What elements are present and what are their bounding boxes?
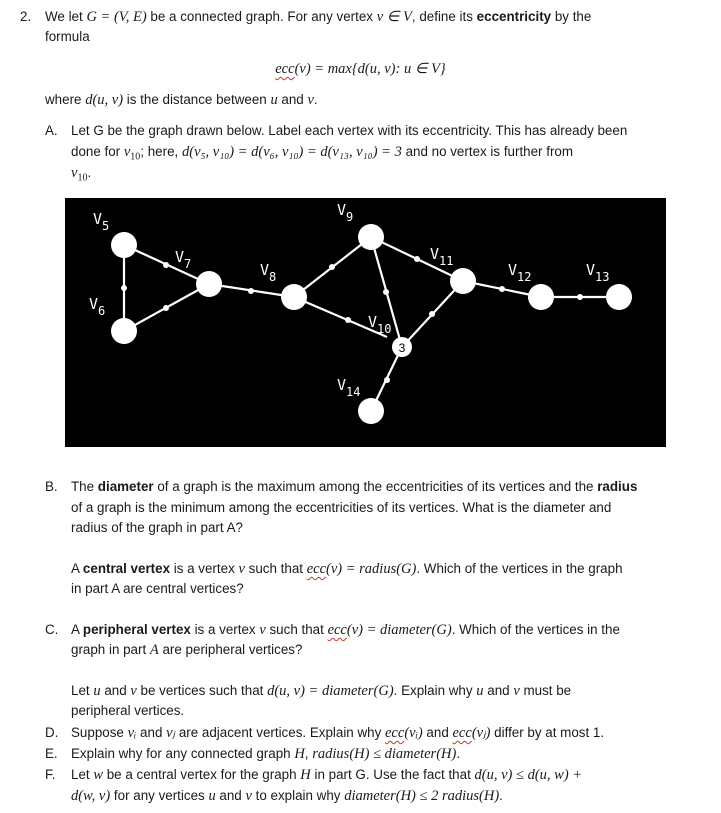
formula-rest: (v) = max{d(u, v): u ∈ V} xyxy=(294,61,446,77)
pf-m2: H xyxy=(300,767,311,783)
part-f-letter: F. xyxy=(45,767,56,782)
part-a-line-3 xyxy=(71,164,91,188)
pe2-m1: H xyxy=(294,746,305,762)
pe2-m2: radius(H) ≤ diameter(H) xyxy=(312,746,457,762)
edge-dot xyxy=(577,294,583,300)
label-v12: $V_{12}$ xyxy=(508,261,532,284)
edge-dot xyxy=(163,305,169,311)
pc-m2: (v) = diameter(G) xyxy=(346,622,452,638)
edge-dot xyxy=(384,377,390,383)
pf2-m3: v xyxy=(245,788,252,804)
formula-ecc: ecc xyxy=(275,61,295,77)
pc-bold: peripheral vertex xyxy=(82,622,191,637)
intro-text-a: We let xyxy=(45,9,87,24)
cv-m1: v xyxy=(238,561,245,577)
label-v5: $V_5$ xyxy=(93,210,110,233)
pc2-m: A xyxy=(149,642,159,658)
vertex-v11 xyxy=(450,268,476,294)
graph-figure xyxy=(65,198,666,447)
pf2-m1: d(w, v) xyxy=(71,788,111,804)
label-v11: $V_{11}$ xyxy=(430,245,454,268)
edge-dot xyxy=(429,311,435,317)
pd-m2: vⱼ xyxy=(166,725,176,741)
label-v7: $V_7$ xyxy=(175,248,192,271)
pe-a: Let xyxy=(71,683,94,698)
part-e-line xyxy=(71,745,460,763)
vertex-v5 xyxy=(111,232,137,258)
where-math-3: v xyxy=(307,92,314,108)
intro-bold-eccentricity: eccentricity xyxy=(476,9,552,24)
label-v9: $V_9$ xyxy=(337,201,354,224)
vertex-v10-ecc-label: 3 xyxy=(398,341,406,355)
pe-m5: v xyxy=(513,683,520,699)
where-math-1: d(u, v) xyxy=(85,92,124,108)
where-d: . xyxy=(313,92,318,107)
edge-dot xyxy=(248,288,254,294)
peripheral-explain-line-2: peripheral vertices. xyxy=(71,703,185,718)
vertex-v8 xyxy=(281,284,307,310)
vertex-v14 xyxy=(358,398,384,424)
pf2-m4: diameter(H) ≤ 2 radius(H) xyxy=(344,788,500,804)
intro-text-d: by the xyxy=(551,9,592,24)
pf2-m2: u xyxy=(208,788,216,804)
intro-text-c: , define its xyxy=(411,9,477,24)
part-b-line-3: radius of the graph in part A? xyxy=(71,520,243,535)
pd-m1: vᵢ xyxy=(127,725,137,741)
peripheral-explain-line-1 xyxy=(71,682,571,700)
part-f-line-1 xyxy=(71,766,582,784)
part-a-l2-c: and no vertex is further from xyxy=(401,144,574,159)
part-e-letter: E. xyxy=(45,746,58,761)
part-c-letter: C. xyxy=(45,622,59,637)
pe2-b: , xyxy=(304,746,313,761)
part-a-line-2 xyxy=(71,143,573,167)
pd-d: and xyxy=(422,725,453,740)
cv-m2: (v) = radius(G) xyxy=(326,561,417,577)
pf-b: be a central vertex for the graph xyxy=(103,767,301,782)
edge-dot xyxy=(163,262,169,268)
part-d-line xyxy=(71,724,604,742)
part-c-line-1 xyxy=(71,621,620,639)
vertex-v7 xyxy=(196,271,222,297)
pd-m4: (vⱼ) xyxy=(471,725,491,741)
pe-c: be vertices such that xyxy=(136,683,268,698)
pe2-c: . xyxy=(456,746,461,761)
pd-ecc2: ecc xyxy=(452,725,472,741)
cv-c: is a vertex xyxy=(170,561,239,576)
pf-a: Let xyxy=(71,767,94,782)
intro-text-b: be a connected graph. For any vertex xyxy=(146,9,377,24)
graph-svg xyxy=(65,198,666,447)
pd-m3: (vᵢ) xyxy=(404,725,423,741)
ecc-formula xyxy=(0,60,721,78)
cv-bold: central vertex xyxy=(82,561,171,576)
part-a-line-1: Let G be the graph drawn below. Label each vertex with its eccentricity. This has already been xyxy=(71,123,628,138)
pd-b: and xyxy=(136,725,167,740)
pc-a: A xyxy=(71,622,83,637)
edge-dot xyxy=(121,285,127,291)
label-v10: $V_{10}$ xyxy=(368,313,392,336)
label-v6: $V_6$ xyxy=(89,295,106,318)
part-b-line-1 xyxy=(71,478,637,496)
pf2-b: and xyxy=(215,788,246,803)
cv-a: A xyxy=(71,561,83,576)
pf-m1: w xyxy=(93,767,104,783)
vertex-v12 xyxy=(528,284,554,310)
edge-dot xyxy=(329,264,335,270)
pe-m1: u xyxy=(93,683,101,699)
cv-d: such that xyxy=(244,561,307,576)
edge-dot xyxy=(383,289,389,295)
intro-line-2: formula xyxy=(45,29,90,44)
pc-e: . Which of the vertices in the xyxy=(451,622,620,637)
part-b-line-2: of a graph is the minimum among the eccentricities of its vertices. What is the diameter and xyxy=(71,500,612,515)
pf2-a: for any vertices xyxy=(110,788,209,803)
pf2-d: . xyxy=(499,788,503,803)
pe-d: . Explain why xyxy=(393,683,477,698)
pe-m3: d(u, v) = diameter(G) xyxy=(267,683,394,699)
where-c: and xyxy=(277,92,308,107)
pd-a: Suppose xyxy=(71,725,128,740)
central-vertex-line-1 xyxy=(71,560,623,578)
intro-math-graph: G = (V, E) xyxy=(86,9,147,25)
vertex-v9 xyxy=(358,224,384,250)
pe-b: and xyxy=(100,683,131,698)
intro-math-vertex: v ∈ V xyxy=(376,9,412,25)
part-d-letter: D. xyxy=(45,725,59,740)
where-line xyxy=(45,91,318,109)
where-a: where xyxy=(45,92,86,107)
where-b: is the distance between xyxy=(123,92,271,107)
label-v8: $V_8$ xyxy=(260,261,277,284)
pe2-a: Explain why for any connected graph xyxy=(71,746,295,761)
label-v13: $V_{13}$ xyxy=(586,261,610,284)
cv-ecc: ecc xyxy=(306,561,327,577)
vertex-v6 xyxy=(111,318,137,344)
pe-f: must be xyxy=(519,683,572,698)
pf-m3: d(u, v) ≤ d(u, w) + xyxy=(474,767,583,783)
part-b-bold-diameter: diameter xyxy=(97,479,154,494)
central-vertex-line-2: in part A are central vertices? xyxy=(71,581,244,596)
part-a-l2-b: ; here, xyxy=(140,144,182,159)
cv-e: . Which of the vertices in the graph xyxy=(416,561,623,576)
part-a-l3-v: v xyxy=(71,165,78,181)
part-a-l2-sub: 10 xyxy=(130,151,141,163)
part-a-l3-end: . xyxy=(87,165,92,180)
pf-c: in part G. Use the fact that xyxy=(310,767,475,782)
pf2-c: to explain why xyxy=(251,788,345,803)
part-b-l1-a: The xyxy=(71,479,98,494)
where-math-2: u xyxy=(270,92,278,108)
intro-line-1 xyxy=(45,8,591,26)
pd-ecc1: ecc xyxy=(385,725,405,741)
part-b-letter: B. xyxy=(45,479,58,494)
edge-dot xyxy=(499,286,505,292)
pe-m2: v xyxy=(130,683,137,699)
part-a-l2-a: done for xyxy=(71,144,124,159)
pd-c: are adjacent vertices. Explain why xyxy=(175,725,385,740)
pc2-b: are peripheral vertices? xyxy=(158,642,303,657)
edge-dot xyxy=(345,317,351,323)
part-b-bold-radius: radius xyxy=(597,479,638,494)
part-a-l2-v: v xyxy=(123,144,131,160)
part-b-l1-c: of a graph is the maximum among the eccentricities of its vertices and the xyxy=(153,479,598,494)
part-c-line-2 xyxy=(71,641,302,659)
pe-m4: u xyxy=(476,683,484,699)
part-a-l2-math: d(v₅, v₁₀) = d(v₆, v₁₀) = d(v₁₃, v₁₀) = 3 xyxy=(181,144,402,160)
pc-m1: v xyxy=(259,622,266,638)
part-a-letter: A. xyxy=(45,123,58,138)
label-v14: $V_{14}$ xyxy=(337,376,361,399)
pc-d: such that xyxy=(265,622,328,637)
problem-number: 2. xyxy=(20,9,32,24)
pd-e: differ by at most 1. xyxy=(490,725,605,740)
part-f-line-2 xyxy=(71,787,503,805)
pe-e: and xyxy=(483,683,514,698)
edge-dot xyxy=(414,256,420,262)
pc-c: is a vertex xyxy=(190,622,260,637)
part-a-l3-sub: 10 xyxy=(77,172,88,184)
pc-ecc: ecc xyxy=(327,622,347,638)
vertex-v13 xyxy=(606,284,632,310)
pc2-a: graph in part xyxy=(71,642,150,657)
